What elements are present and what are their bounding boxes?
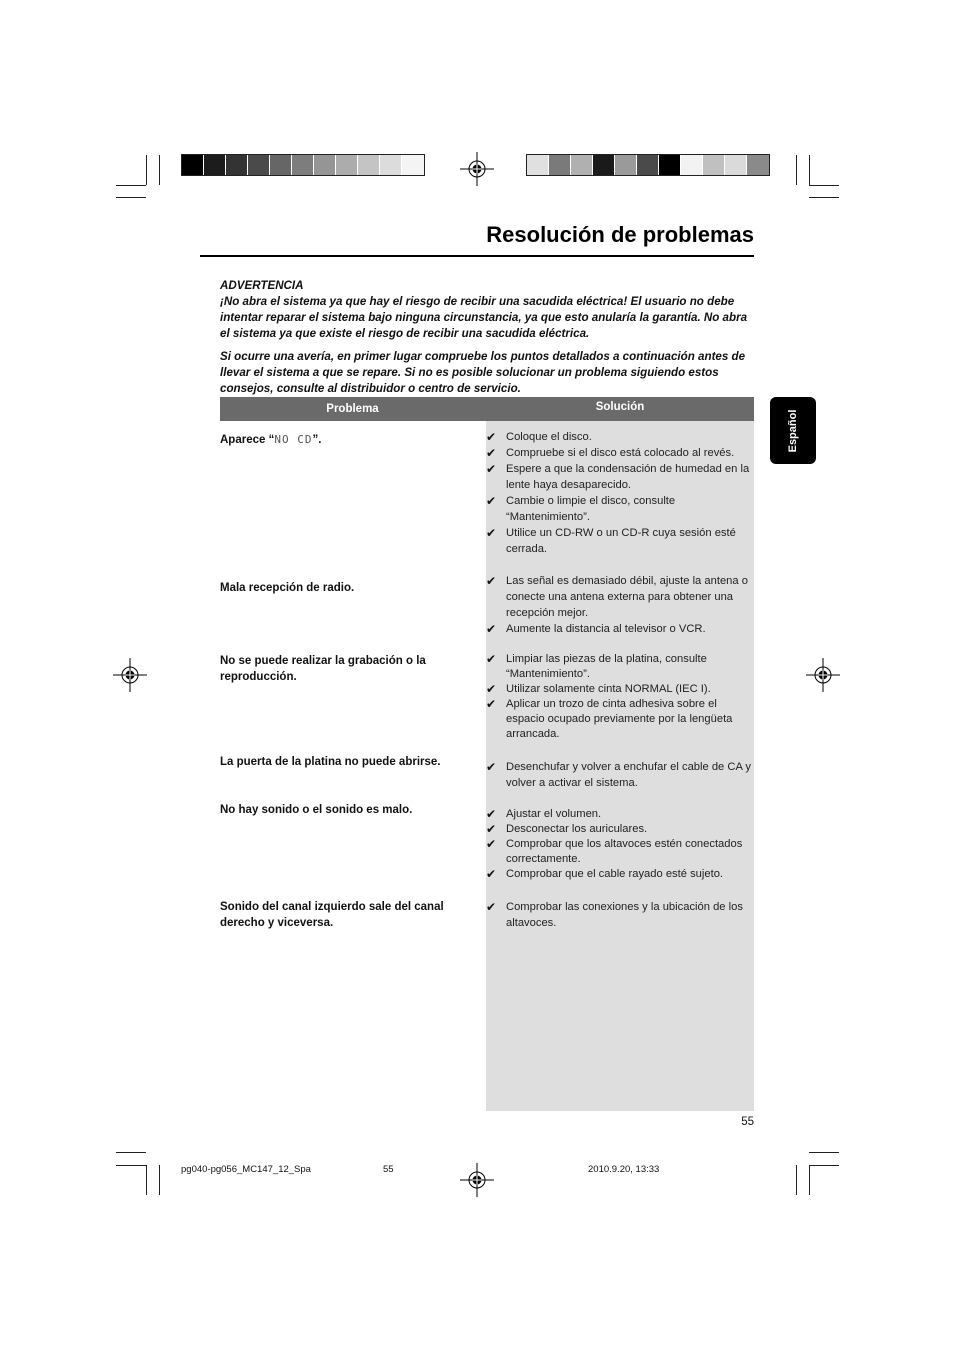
color-swatch [725,155,747,175]
header-solution: Solución [595,401,645,413]
footer-datetime: 2010.9.20, 13:33 [588,1164,660,1175]
solution-item: ✔ Utilizar solamente cinta NORMAL (IEC I). [486,682,711,696]
problem-no-cd: Aparece “NO CD”. [220,433,322,446]
color-calibration-bar-right [526,154,770,176]
page-title: Resolución de problemas [486,222,754,247]
problem-channels: Sonido del canal izquierdo sale del canal derecho y viceversa. [220,901,444,929]
solution-item: ✔ Compruebe si el disco está colocado al revés. [486,446,735,460]
crop-mark [809,1165,839,1166]
color-swatch [204,155,226,175]
check-icon: ✔ [486,867,497,881]
solution-item: ✔ Aplicar un trozo de cinta adhesiva sobre el espacio ocupado previamente por la lengüeta arrancada. [486,697,733,740]
language-tab [770,397,816,464]
color-swatch [615,155,637,175]
check-icon: ✔ [486,697,497,711]
check-icon: ✔ [486,682,497,696]
solution-item: ✔ Desenchufar y volver a enchufar el cable de CA y volver a activar el sistema. [486,760,752,789]
solution-item: ✔ Utilice un CD-RW o un CD-R cuya sesión esté cerrada. [486,526,736,555]
crop-mark [116,197,146,198]
solution-list [486,652,754,742]
color-swatch [380,155,402,175]
color-swatch [182,155,204,175]
solution-list [486,807,754,882]
check-icon: ✔ [486,462,497,476]
crop-mark [796,1165,797,1195]
display-code: NO CD [274,433,313,446]
check-icon: ✔ [486,822,497,836]
color-swatch [336,155,358,175]
check-icon: ✔ [486,652,497,666]
solution-list [486,899,754,931]
color-swatch [637,155,659,175]
solution-item: ✔ Aumente la distancia al televisor o VCR. [486,622,706,636]
header-problem: Problema [326,403,379,415]
solution-item: ✔ Coloque el disco. [486,430,592,444]
crop-mark [116,1165,146,1166]
solution-item: ✔ Comprobar que los altavoces estén conectados correctamente. [486,837,743,865]
registration-mark-icon [460,152,494,186]
color-swatch [659,155,681,175]
footer-filename: pg040-pg056_MC147_12_Spa [181,1164,311,1175]
color-swatch [314,155,336,175]
solution-item: ✔ Ajustar el volumen. [486,807,602,821]
footer-page: 55 [383,1164,394,1175]
title-rule [200,255,754,257]
check-icon: ✔ [486,760,497,774]
check-icon: ✔ [486,807,497,821]
crop-mark [809,197,839,198]
crop-mark [159,155,160,185]
color-swatch [747,155,769,175]
color-swatch [681,155,703,175]
check-icon: ✔ [486,900,497,914]
registration-mark-icon [806,658,840,692]
crop-mark [116,185,146,186]
solution-item: ✔ Espere a que la condensación de humedad en la lente haya desaparecido. [486,462,750,491]
solution-item: ✔ Las señal es demasiado débil, ajuste la antena o conecte una antena externa para obtener una recepción mejor. [486,574,748,619]
color-swatch [270,155,292,175]
warning-note: Si ocurre una avería, en primer lugar compruebe los puntos detallados a continuación antes de llevar el sistema a que se repare. Si no es posible solucionar un problema siguiendo estos consejos, consulte al distribuidor o centro de servicio. [220,350,746,395]
page-number: 55 [741,1116,754,1128]
crop-mark [146,1165,147,1195]
solution-list [486,429,754,557]
solution-list [486,759,754,791]
color-swatch [593,155,615,175]
color-swatch [358,155,380,175]
check-icon: ✔ [486,622,497,636]
crop-mark [809,155,810,185]
crop-mark [809,185,839,186]
solution-list [486,573,754,637]
problem-recording: No se puede realizar la grabación o la reproducción. [220,655,426,683]
color-swatch [703,155,725,175]
color-swatch [549,155,571,175]
check-icon: ✔ [486,574,497,588]
language-tab-label: Español [787,409,799,452]
crop-mark [146,155,147,185]
check-icon: ✔ [486,446,497,460]
crop-mark [159,1165,160,1195]
table-header [220,397,754,421]
registration-mark-icon [460,1163,494,1197]
problem-radio: Mala recepción de radio. [220,582,355,594]
solution-item: ✔ Comprobar las conexiones y la ubicación de los altavoces. [486,900,743,929]
solution-item: ✔ Comprobar que el cable rayado esté sujeto. [486,867,724,881]
problem-deck-door: La puerta de la platina no puede abrirse. [220,756,441,768]
solution-item: ✔ Limpiar las piezas de la platina, consulte “Mantenimiento”. [486,652,707,680]
color-swatch [292,155,314,175]
crop-mark [809,1165,810,1195]
check-icon: ✔ [486,494,497,508]
crop-mark [809,1152,839,1153]
check-icon: ✔ [486,837,497,851]
registration-mark-icon [113,658,147,692]
problem-no-sound: No hay sonido o el sonido es malo. [220,804,413,816]
color-swatch [527,155,549,175]
crop-mark [116,1152,146,1153]
color-swatch [571,155,593,175]
color-swatch [248,155,270,175]
warning-text: ¡No abra el sistema ya que hay el riesgo de recibir una sacudida eléctrica! El usuario no debe intentar reparar el sistema bajo ninguna circunstancia, ya que esto anularía la garantía. No abra el sistema ya que existe el riesgo de recibir una sacudida eléctrica. [220,295,748,340]
crop-mark [796,155,797,185]
color-calibration-bar-left [181,154,425,176]
solution-item: ✔ Cambie o limpie el disco, consulte “Mantenimiento”. [486,494,676,523]
solution-item: ✔ Desconectar los auriculares. [486,822,648,836]
color-swatch [226,155,248,175]
check-icon: ✔ [486,430,497,444]
color-swatch [402,155,424,175]
check-icon: ✔ [486,526,497,540]
warning-heading: ADVERTENCIA [220,279,304,292]
